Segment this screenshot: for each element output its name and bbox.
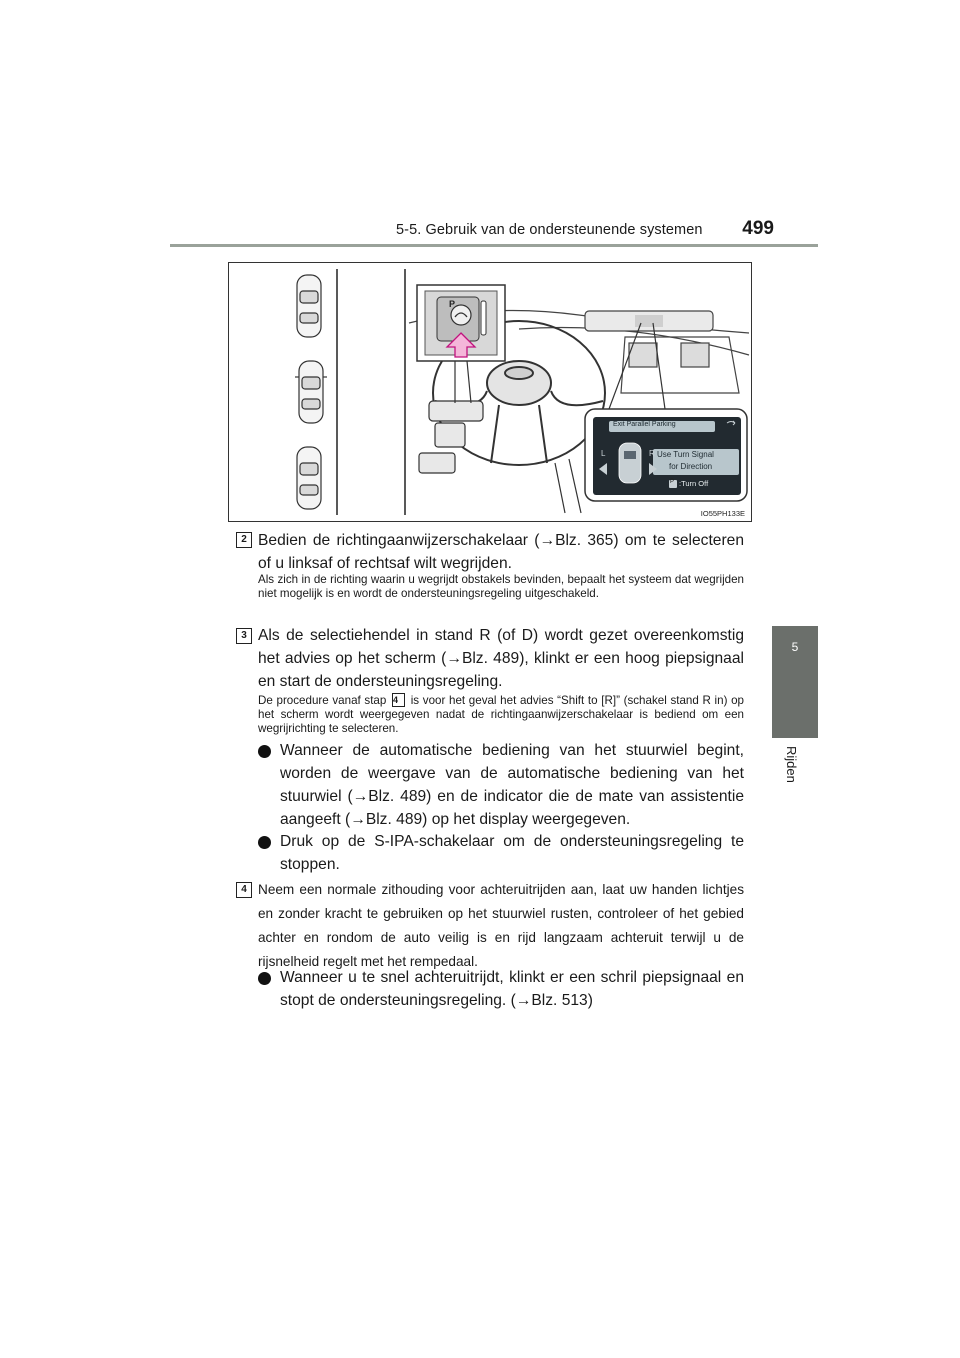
step-4-number: 4 xyxy=(236,882,252,898)
chapter-number: 5 xyxy=(791,640,799,654)
screen-exit-label: Exit Parallel Parking xyxy=(613,421,676,428)
bullet-dot xyxy=(258,836,271,849)
step-2-note: Als zich in de richting waarin u wegrijdt obstakels bevinden, bepaalt het systeem dat wegrijden niet mogelijk is en wordt de ondersteuningsregeling uitgeschakeld. xyxy=(258,573,744,600)
step-2-number: 2 xyxy=(236,532,252,548)
page-header xyxy=(396,218,774,244)
bullet-text: Druk op de S-IPA-schakelaar om de ondersteuningsregeling te stoppen. xyxy=(280,833,744,873)
screen-right-label: R xyxy=(649,449,655,458)
departing-car xyxy=(295,361,327,423)
step-3-note-a: De procedure vanaf stap xyxy=(258,694,387,707)
step-ref-4: 4 xyxy=(392,693,405,707)
step-4-text: Neem een normale zithouding voor achteruitrijden aan, laat uw handen lichtjes en zonder kracht te gebruiken op het stuurwiel rusten, controleer of het gebied achter en rondom de auto veilig is en rijd langzaam achteruit terwijl u de rijsnelheid regelt met het rempedaal. xyxy=(258,882,744,969)
step-3-text: Als de selectiehendel in stand R (of D) wordt gezet overeenkomstig het advies op het scherm (→Blz. 489), klinkt er een hoog piepsignaal en start de ondersteuningsregeling. xyxy=(258,627,744,690)
bullet-dot xyxy=(258,745,271,758)
bullet-dot xyxy=(258,972,271,985)
step-3-note-b: is voor het geval het advies “Shift to [R]” (schakel stand R in) op het scherm wordt weergegeven nadat de richtingaanwijzerschakelaar is bediend om een wegrijrichting te selecteren. xyxy=(258,694,744,735)
page-number: 499 xyxy=(742,218,774,239)
chapter-label: Rijden xyxy=(784,746,799,783)
screen-left-label: L xyxy=(601,449,606,458)
header-rule xyxy=(170,244,818,247)
step-2-text: Bedien de richtingaanwijzerschakelaar (→Blz. 365) om te selecteren of u linksaf of rechtsaf wilt wegrijden. xyxy=(258,532,744,572)
bullet-text: Wanneer de automatische bediening van het stuurwiel begint, worden de weergave van de automatische bediening van het stuurwiel (→Blz. 489) en de indicator die de mate van assistentie aangeeft (→Blz. 489) op het display weergegeven. xyxy=(280,742,744,828)
screen-signal-line1: Use Turn Signal xyxy=(657,450,714,459)
screen-p-label: P xyxy=(670,479,675,485)
bullet-text: Wanneer u te snel achteruitrijdt, klinkt er een schril piepsignaal en stopt de ondersteuningsregeling. (→Blz. 513) xyxy=(280,969,744,1009)
chapter-tab xyxy=(772,626,818,738)
screen-signal-line2: for Direction xyxy=(669,462,713,471)
step-3-number: 3 xyxy=(236,628,252,644)
figure-code: IO55PH133E xyxy=(700,509,745,518)
parked-car-bottom xyxy=(297,447,321,509)
step-3-note xyxy=(258,693,744,736)
parked-car-top xyxy=(297,275,321,337)
section-title: 5-5. Gebruik van de ondersteunende systemen xyxy=(396,222,703,238)
switch-p-label: P xyxy=(449,299,456,309)
illustration xyxy=(228,262,752,522)
screen-turn-off: :Turn Off xyxy=(679,479,709,488)
chapter-label-box xyxy=(772,746,818,806)
